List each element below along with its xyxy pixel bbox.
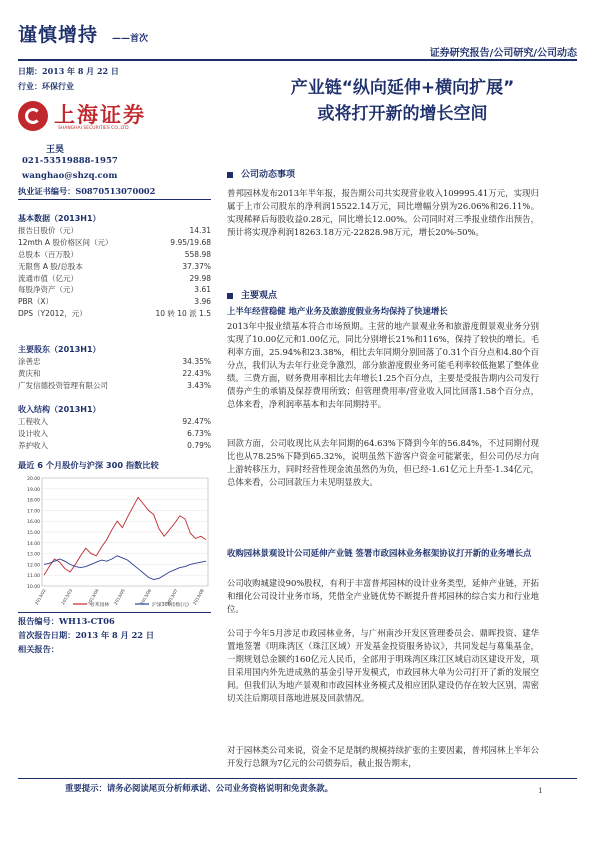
table-row	[18, 416, 211, 428]
company-logo	[18, 99, 168, 137]
table-row	[18, 368, 211, 380]
footer-rule	[18, 778, 577, 779]
subheading-operations: 上半年经营稳健 地产业务及旅游度假业务均保持了快速增长	[227, 306, 448, 316]
y-tick-label: 15.00	[27, 531, 40, 536]
table-row	[18, 225, 211, 237]
report-category: 证券研究报告/公司研究/公司动态	[429, 48, 577, 59]
table-row	[18, 308, 211, 320]
important-notice: 重要提示：请务必阅读尾页分析师承诺、公司业务资格说明和免责条款。	[65, 783, 333, 793]
shareholders-title: 主要股东（2013H1）	[18, 345, 101, 354]
row-label: 黄庆和	[18, 368, 41, 378]
y-tick-label: 12.00	[27, 563, 40, 569]
table-row	[18, 261, 211, 273]
revenue-structure-table	[18, 404, 211, 452]
chart-title: 最近 6 个月股价与沪深 300 指数比较	[18, 460, 159, 470]
y-tick-label: 13.00	[27, 552, 40, 558]
page-number: 1	[538, 786, 543, 795]
bullet-square-icon	[227, 172, 233, 178]
row-value: 0.79%	[187, 440, 211, 450]
row-value: 22.43%	[182, 368, 211, 378]
acquisition-paragraph: 公司收购城建设90%股权，有利于丰富普邦园林的设计业务类型，延伸产业链，开拓和细化公司设计业务市场，凭借全产业链优势不断提升普邦园林的综合实力和行业地位。	[227, 578, 539, 614]
row-label: 报告日股价（元）	[18, 226, 78, 235]
report-date: 日期：2013 年 8 月 22 日	[18, 66, 119, 76]
table-row	[18, 273, 211, 285]
y-tick-label: 10.00	[27, 585, 40, 590]
rating-note: ——首次	[112, 34, 149, 44]
legend-label: 普邦园林	[90, 603, 110, 608]
y-tick-label: 19.00	[27, 487, 40, 493]
table-row	[18, 249, 211, 261]
table-row	[18, 296, 211, 308]
row-value: 6.73%	[187, 428, 211, 438]
row-value: 558.98	[184, 249, 211, 259]
row-value: 14.31	[189, 226, 211, 235]
row-label: DPS（Y2012，元）	[18, 309, 87, 319]
table-row	[18, 237, 211, 249]
x-tick-label: 2013/07	[165, 588, 179, 606]
analyst-email[interactable]: wanghao@shzq.com	[22, 171, 118, 181]
report-title-line2: 或将打开新的增长空间	[317, 104, 488, 124]
row-value: 10 转 10 派 1.5	[155, 309, 211, 319]
logo-subtext: SHANGHAI SECURITIES CO.,LTD.	[58, 126, 131, 131]
row-label: 广发信德投资管理有限公司	[18, 380, 108, 390]
x-tick-label: 2013/03	[60, 588, 74, 606]
row-label: 12mth A 股价格区间（元）	[18, 237, 113, 247]
row-value: 92.47%	[182, 417, 211, 426]
y-tick-label: 18.00	[27, 498, 40, 504]
revenue-structure-title: 收入结构（2013H1）	[18, 405, 101, 414]
table-row	[18, 428, 211, 440]
analyst-cert: 执业证书编号：S0870513070002	[18, 186, 156, 196]
row-label: 每股净资产（元）	[18, 285, 78, 295]
y-tick-label: 17.00	[27, 509, 40, 515]
operations-paragraph: 2013年中报业绩基本符合市场预期。主营的地产景观业务和旅游度假景观业务分别实现了10.00亿元和1.00亿元，同比分别增长21%和116%，保持了较快的增长。毛利率方面，25.94%和23.38%，相比去年同期分别回落了0.31个百分点和4.80个百分点，我们认为去年行业竞争激烈，部分旅游度假业务可能毛利率较低拖累了整体业绩。三费方面，财务费用率相比去年增长1.25个百分点，主要是受报告期内公司发行债券产生的承销及保荐费用所致；但管理费用率/营业收入同比回落1.58个百分点，总体来看，净利润率基本和去年同期持平。	[227, 321, 539, 409]
y-tick-label: 14.00	[27, 541, 40, 547]
row-value: 29.98	[189, 273, 211, 283]
header-rule	[18, 59, 577, 61]
table-row	[18, 284, 211, 296]
row-label: 流通市值（亿元）	[18, 273, 78, 283]
report-title-line1: 产业链“纵向延伸+横向扩展”	[290, 78, 515, 98]
basic-data-table	[18, 213, 211, 320]
table-row	[18, 440, 211, 452]
table-row	[18, 356, 211, 368]
section-heading-views: 主要观点	[227, 288, 277, 301]
row-label: 养护收入	[18, 440, 48, 450]
events-paragraph: 普邦园林发布2013年半年报，报告期公司共实现营业收入109995.41万元，实现归属于上市公司股东的净利润15522.14万元，同比增幅分别为26.06%和26.11%。实现稀释后每股收益0.28元，同比增长12.00%。公司同时对三季报业绩作出预告，预计将实现净利润18263.18万元-22828.98万元，增长20%-50%。	[227, 188, 539, 237]
basic-data-title: 基本数据（2013H1）	[18, 214, 101, 223]
y-tick-label: 16.00	[27, 520, 40, 526]
row-label: 设计收入	[18, 428, 48, 438]
analyst-name: 王昊	[46, 145, 65, 155]
report-info-rule	[18, 612, 211, 613]
x-tick-label: 2013/05	[112, 588, 126, 606]
row-label: 工程收入	[18, 417, 48, 426]
price-vs-index-chart	[18, 474, 211, 612]
analyst-phone: 021-53519888-1957	[22, 156, 118, 166]
report-code: 报告编号：WH13-CT06	[18, 616, 115, 626]
shareholders-table	[18, 344, 211, 392]
x-tick-label: 2013/06	[139, 588, 153, 606]
legend-label: 沪深300指数(元)	[152, 603, 189, 608]
section-heading-events: 公司动态事项	[227, 167, 295, 180]
table-row	[18, 380, 211, 392]
funding-paragraph: 对于园林类公司来说，资金不足是制约规模持续扩张的主要因素，普邦园林上半年公开发行总额为7亿元的公司债券后，截止报告期末，	[227, 745, 539, 768]
bullet-square-icon	[227, 293, 233, 299]
row-value: 3.96	[194, 297, 211, 307]
x-tick-label: 2013/04	[86, 588, 100, 606]
row-value: 9.95/19.68	[170, 237, 211, 247]
row-label: 总股本（百万股）	[18, 249, 78, 259]
row-label: PBR（X）	[18, 297, 54, 307]
x-tick-label: 2013/08	[191, 588, 205, 606]
logo-name: 上海证券	[54, 103, 146, 127]
row-value: 37.37%	[182, 261, 211, 271]
x-tick-label: 2013/02	[33, 588, 47, 606]
municipal-paragraph: 公司于今年5月涉足市政园林业务，与广州南沙开发区管理委员会、鼎晖投资、建华置地签署《明珠湾区（珠江区域）开发基金投资服务协议》，共同发起与募集基金，一期规划总金额约160亿元人民币，全部用于明珠湾区珠江区域启动区建设开发，项目采用国内外先进成熟的基金引导开发模式，市政园林大单为公司打开了新的发展空间。但我们认为地产景观和市政园林业务模式及相应团队建设仍存在较大区别，需密切关注后期项目落地进展及回款情况。	[227, 628, 539, 703]
row-label: 涂善忠	[18, 357, 41, 366]
row-value: 3.61	[194, 285, 211, 295]
y-tick-label: 11.00	[27, 574, 40, 580]
row-value: 34.35%	[182, 357, 211, 366]
first-report-date: 首次报告日期：2013 年 8 月 22 日	[18, 630, 155, 640]
analyst-rule	[18, 199, 211, 200]
y-tick-label: 20.00	[27, 477, 40, 482]
cashflow-paragraph: 回款方面，公司收现比从去年同期的64.63%下降到今年的56.84%，不过同期付现比也从78.25%下降到65.32%，说明虽然下游客户资金可能紧张，但公司仍尽力向上游转移压力，同时经营性现金流虽然仍为负，但已经-1.61亿元上升至-1.34亿元，总体来看，公司回款压力未见明显放大。	[227, 438, 539, 487]
subheading-acquisition: 收购园林景观设计公司延伸产业链 签署市政园林业务框架协议打开新的业务增长点	[227, 548, 532, 558]
related-reports: 相关报告：	[18, 644, 59, 654]
row-label: 无限售 A 股/总股本	[18, 261, 83, 271]
row-value: 3.43%	[187, 380, 211, 390]
logo-emblem-icon	[18, 101, 48, 131]
rating-text: 谨慎增持	[18, 24, 99, 46]
industry: 行业：环保行业	[18, 81, 74, 91]
